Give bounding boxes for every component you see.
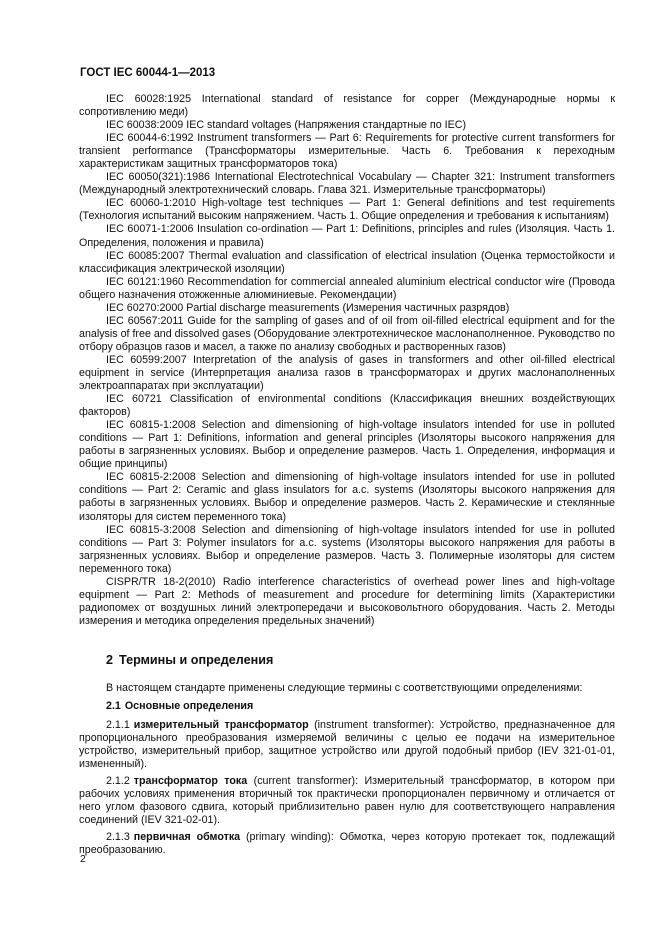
reference-entry: CISPR/TR 18-2(2010) Radio interference characteristics of overhead power lines and high-voltage equipment — Part 2: Methods of measurement and procedure for determining limits (Характеристики радиопомех от воздушных линий электропередачи и высоковольтного оборудования. Часть 2. Методы измерения и методика определения предельных значений) xyxy=(79,575,615,627)
subsection-heading xyxy=(106,700,615,713)
term-name: первичная обмотка xyxy=(133,831,241,844)
reference-entry: IEC 60815-3:2008 Selection and dimensioning of high-voltage insulators intended for use in polluted conditions — Part 3: Polymer insulators for a.c. systems (Изоляторы высокого напряжения для работы в загрязненных условиях. Выбор и определение размеров. Часть 3. Полимерные изоляторы для систем переменного тока) xyxy=(79,523,615,575)
term-text: (instrument transformer): Устройство, предназначенное для пропорционального преобразования измеряемой величины с целью ее подачи на измерительное устройство, измерительный прибор, защитное устройство или другой подобный прибор (IEV 321-01-01, измененный). xyxy=(79,719,615,771)
section-heading xyxy=(106,654,615,667)
reference-entry: IEC 60599:2007 Interpretation of the analysis of gases in transformers and other oil-filled electrical equipment in service (Интерпретация анализа газов в трансформаторах и других маслонаполненных электроаппаратах при эксплуатации) xyxy=(79,353,615,393)
term-name: трансформатор тока xyxy=(133,775,248,788)
subsection-title: Основные определения xyxy=(124,700,254,713)
section-title: Термины и определения xyxy=(119,652,274,667)
section-number: 2 xyxy=(106,652,114,667)
term-number: 2.1.3 xyxy=(106,831,130,844)
reference-entry: IEC 60038:2009 IEC standard voltages (Напряжения стандартные по IEC) xyxy=(106,119,467,132)
term-text: (primary winding): Обмотка, через которую протекает ток, подлежащий преобразованию. xyxy=(79,831,615,857)
page-number: 2 xyxy=(80,853,86,865)
reference-entry: IEC 60270:2000 Partial discharge measurements (Измерения частичных разрядов) xyxy=(106,301,510,314)
term-definition xyxy=(79,831,615,857)
document-header: ГОСТ IEC 60044-1—2013 xyxy=(80,67,216,79)
reference-entry: IEC 60815-2:2008 Selection and dimensioning of high-voltage insulators intended for use in polluted conditions — Part 2: Ceramic and glass insulators for a.c. systems (Изоляторы высокого напряжения для работы в загрязненных условиях. Выбор и определение размеров. Часть 2. Керамические и стеклянные изоляторы для систем переменного тока) xyxy=(79,471,615,523)
subsection-number: 2.1 xyxy=(106,700,121,713)
reference-entry: IEC 60085:2007 Thermal evaluation and classification of electrical insulation (Оценка термостойкости и классификация электрической изоляции) xyxy=(79,249,615,275)
term-number: 2.1.1 xyxy=(106,719,130,732)
term-definition xyxy=(79,775,615,827)
reference-entry: IEC 60721 Classification of environmental conditions (Классификация внешних воздействующих факторов) xyxy=(79,393,615,419)
section-intro: В настоящем стандарте применены следующие термины с соответствующими определениями: xyxy=(106,681,583,694)
reference-entry: IEC 60028:1925 International standard of resistance for copper (Международные нормы к сопротивлению меди) xyxy=(79,93,615,119)
reference-entry: IEC 60050(321):1986 International Electrotechnical Vocabulary — Chapter 321: Instrument transformers (Международный электротехнический словарь. Глава 321. Измерительные трансформаторы) xyxy=(79,171,615,197)
term-name: измерительный трансформатор xyxy=(133,719,309,732)
reference-entry: IEC 60815-1:2008 Selection and dimensioning of high-voltage insulators intended for use in polluted conditions — Part 1: Definitions, information and general principles (Изоляторы высокого напряжения для работы в загрязненных условиях. Выбор и определение размеров. Часть 1. Определения, информация и общие принципы) xyxy=(79,419,615,471)
reference-entry: IEC 60071-1:2006 Insulation co-ordination — Part 1: Definitions, principles and rules (Изоляция. Часть 1. Определения, положения и правила) xyxy=(79,223,615,249)
reference-entry: IEC 60044-6:1992 Instrument transformers — Part 6: Requirements for protective current transformers for transient performance (Трансформаторы измерительные. Часть 6. Требования к переходным характеристикам защитных трансформаторов тока) xyxy=(79,132,615,171)
reference-entry: IEC 60567:2011 Guide for the sampling of gases and of oil from oil-filled electrical equipment and for the analysis of free and dissolved gases (Оборудование электротехническое маслонаполненное. Руководство по отбору образцов газов и масел, а также по анализу свободных и растворенных газов) xyxy=(79,314,615,353)
term-definition xyxy=(79,719,615,771)
page-content xyxy=(79,93,615,862)
term-number: 2.1.2 xyxy=(106,775,130,788)
reference-entry: IEC 60121:1960 Recommendation for commercial annealed aluminium electrical conductor wire (Провода общего назначения отожженные алюминиевые. Рекомендации) xyxy=(79,275,615,301)
term-text: (current transformer): Измерительный трансформатор, в котором при рабочих условиях применения вторичный ток практически пропорционален первичному и отличается от него углом фазового сдвига, который приблизительно равен нулю для соответствующего направления соединений (IEV 321-02-01). xyxy=(79,775,615,827)
reference-entry: IEC 60060-1:2010 High-voltage test techniques — Part 1: General definitions and test requirements (Технология испытаний высоким напряжением. Часть 1. Общие определения и требования к испытаниям) xyxy=(79,197,615,223)
